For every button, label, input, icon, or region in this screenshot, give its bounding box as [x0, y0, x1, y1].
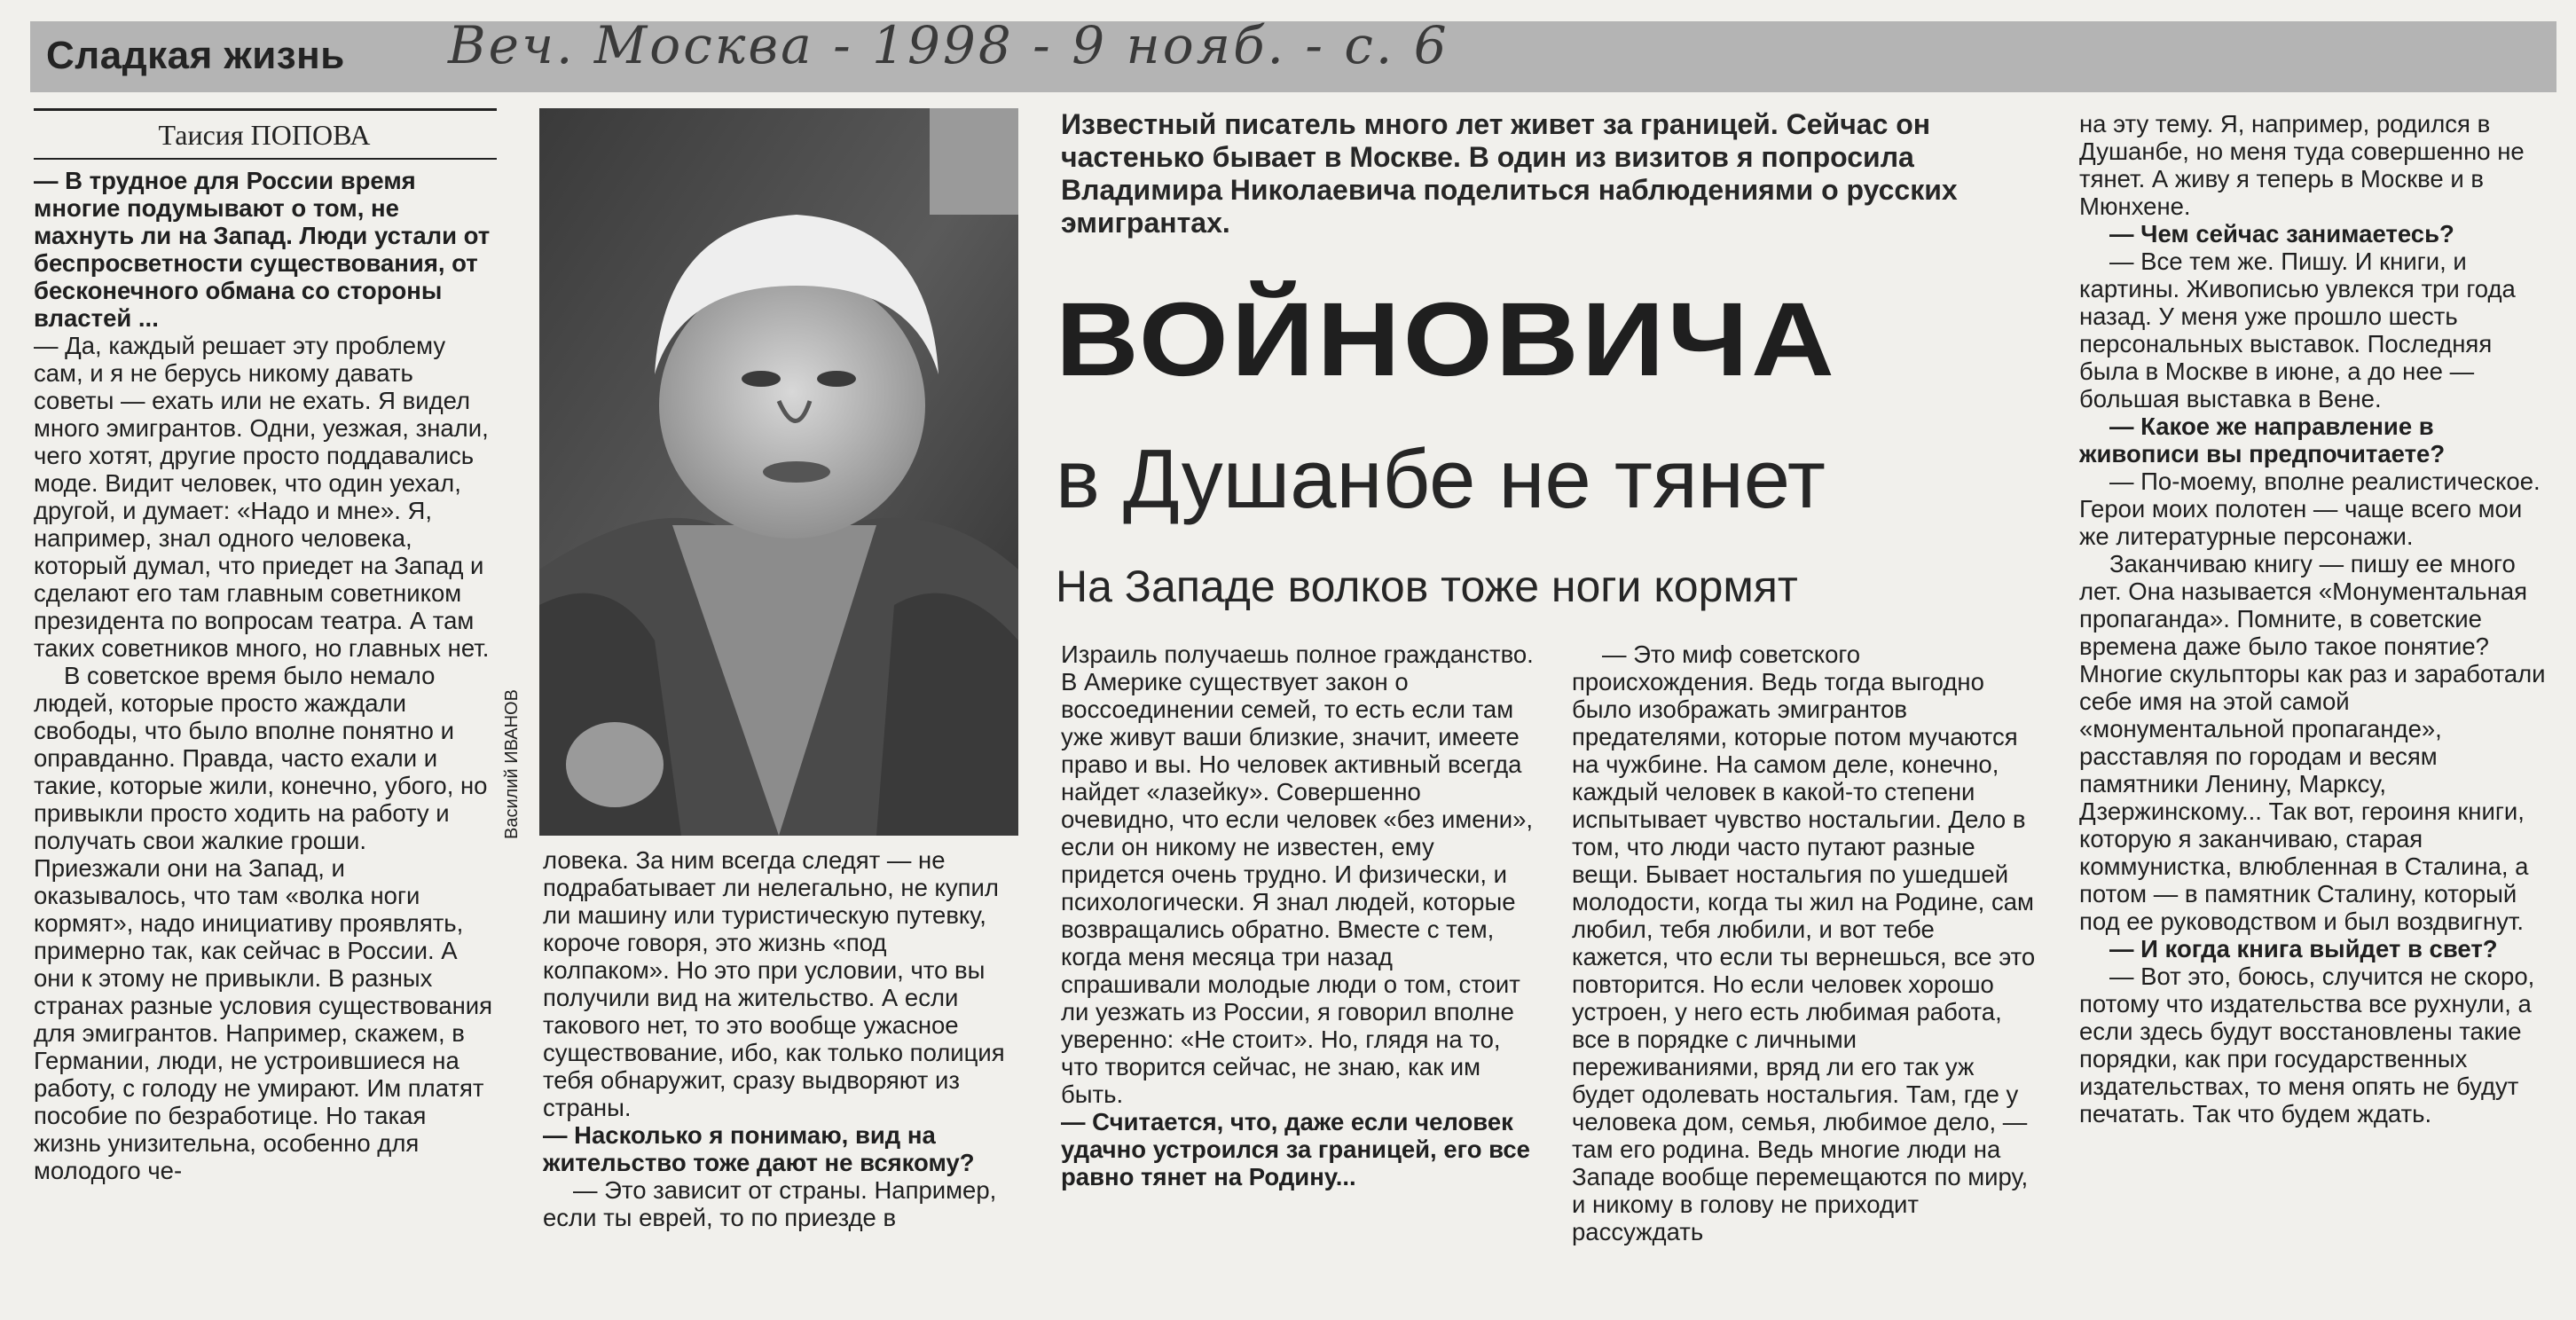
subheadline: в Душанбе не тянет — [1056, 432, 1826, 525]
rubric: Сладкая жизнь — [46, 34, 345, 77]
question-6: — И когда книга выйдет в свет? — [2109, 935, 2498, 962]
paragraph: на эту тему. Я, например, родился в Душанбе, но меня туда совершенно не тянет. А живу я теперь в Москве и в Мюнхене. — [2079, 110, 2525, 220]
column-4 — [1572, 640, 2037, 1245]
deck: На Западе волков тоже ноги кормят — [1056, 562, 1798, 611]
paragraph: Израиль получаешь полное гражданство. В Америке существует закон о воссоединении семей, то есть если там уже живут ваши близкие, значит, имеете право и вы. Но человек активный всегда найдет «лазейку». Совершенно очевидно, что если человек «без имени», если он никому не известен, ему придется очень трудно. И физически, и психологически. Я знал людей, которые возвращались обратно. Вместе с тем, когда меня месяца три назад спрашивали молодые люди о том, стоит ли уезжать из России, я говорил вполне уверенно: «Не стоит». Но, глядя на то, что творится сейчас, не знаю, как им быть. — [1061, 640, 1534, 1108]
author-rule-top — [34, 108, 497, 111]
question-2: — Насколько я понимаю, вид на жительство тоже дают не всякому? — [543, 1121, 975, 1176]
answer-5: — По-моему, вполне реалистическое. Герои моих полотен — чаще всего мои же литературные персонажи. — [2079, 468, 2541, 550]
answer-3: — Это миф советского происхождения. Ведь тогда выгодно было изображать эмигрантов предателями, которые потом мучаются на чужбине. На самом деле, конечно, каждый человек в какой-то степени испытывает чувство ностальгии. Дело в том, что люди часто путают разные вещи. Бывает ностальгия по ушедшей молодости, когда ты жил на Родине, сам любил, тебя любили, и вот тебе кажется, что если ты вернешься, все это повторится. Но если человек хорошо устроен, у него есть любимая работа, все в порядке с личными переживаниями, вряд ли его так уж будет одолевать ностальгия. Там, где у человека дом, семья, любимое дело, — там его родина. Ведь многие люди на Западе вообще перемещаются по миру, и никому в голову не приходит рассуждать — [1572, 640, 2036, 1245]
question-3: — Считается, что, даже если человек удачно устроился за границей, его все равно тянет на Родину... — [1061, 1108, 1530, 1190]
column-2 — [543, 846, 1013, 1231]
column-5 — [2079, 110, 2556, 1128]
column-1 — [34, 167, 495, 1184]
photo-credit: Василий ИВАНОВ — [502, 689, 522, 839]
paragraph: Заканчиваю книгу — пишу ее много лет. Она называется «Монументальная пропаганда». Помните, в советские времена даже было такое понятие? Многие скульпторы как раз и заработали себе имя на этой самой «монументальной пропаганде», расставляя по городам и весям памятники Ленину, Марксу, Дзержинскому... Так вот, героиня книги, которую я заканчиваю, старая коммунистка, влюбленная в Сталина, а потом — в памятник Сталину, который под ее руководством и был воздвигнут. — [2079, 550, 2546, 935]
author-rule-bottom — [34, 158, 497, 160]
answer-6: — Вот это, боюсь, случится не скоро, потому что издательства все рухнули, а если здесь будут восстановлены такие порядки, как при государственных издательствах, то меня опять не будут печатать. Так что будем ждать. — [2079, 962, 2535, 1128]
lead-paragraph: Известный писатель много лет живет за границей. Сейчас он частенько бывает в Москве. В один из визитов я попросила Владимира Николаевича поделиться наблюдениями о русских эмигрантах. — [1061, 108, 1958, 239]
portrait-image — [539, 108, 1018, 836]
author-photo — [539, 108, 1018, 836]
paragraph: ловека. За ним всегда следят — не подрабатывает ли нелегально, не купил ли машину или туристическую путевку, короче говоря, это жизнь «под колпаком». Но это при условии, что вы получили вид на жительство. А если такового нет, то это вообще ужасное существование, ибо, как только полиция тебя обнаружит, сразу выдворяют из страны. — [543, 846, 1005, 1121]
answer-2: — Это зависит от страны. Например, если ты еврей, то по приезде в — [543, 1176, 997, 1231]
answer-4: — Все тем же. Пишу. И книги, и картины. Живописью увлекся три года назад. У меня уже прошло шесть персональных выставок. Последняя была в Москве в июне, а до нее — большая выставка в Вене. — [2079, 248, 2516, 412]
handwritten-note: Веч. Москва - 1998 - 9 нояб. - с. 6 — [448, 15, 1449, 75]
answer-1: — Да, каждый решает эту проблему сам, и я не берусь никому давать советы — ехать или не ехать. Я видел много эмигрантов. Одни, уезжая, знали, чего хотят, другие просто поддавались моде. Видит человек, что один уехал, другой, и думает: «Надо и мне». Я, например, знал одного человека, который думал, что приедет на Запад и сделают его там главным советником президента по вопросам театра. А там таких советников много, но главных нет. — [34, 332, 490, 662]
question-4: — Чем сейчас занимаетесь? — [2109, 220, 2454, 248]
paragraph: В советское время было немало людей, которые просто жаждали свободы, что было вполне понятно и оправданно. Правда, часто ехали и такие, которые жили, конечно, убого, но привыкли просто ходить на работу и получать свои жалкие гроши. Приезжали они на Запад, и оказывалось, что там «волка ноги кормят», надо инициативу проявлять, примерно так, как сейчас в России. А они к этому не привыкли. В разных странах разные условия существования для эмигрантов. Например, скажем, в Германии, люди, не устроившиеся на работу, с голоду не умирают. Им платят пособие по безработице. Но такая жизнь унизительна, особенно для молодого че- — [34, 662, 493, 1184]
question-1: — В трудное для России время многие подумывают о том, не махнуть ли на Запад. Люди устали от беспросветности существования, от бесконечного обмана со стороны властей ... — [34, 167, 491, 332]
column-3 — [1061, 640, 1538, 1190]
headline: ВОЙНОВИЧА — [1056, 281, 1838, 398]
author-byline: Таисия ПОПОВА — [158, 119, 371, 151]
question-5: — Какое же направление в живописи вы предпочитаете? — [2079, 412, 2446, 468]
